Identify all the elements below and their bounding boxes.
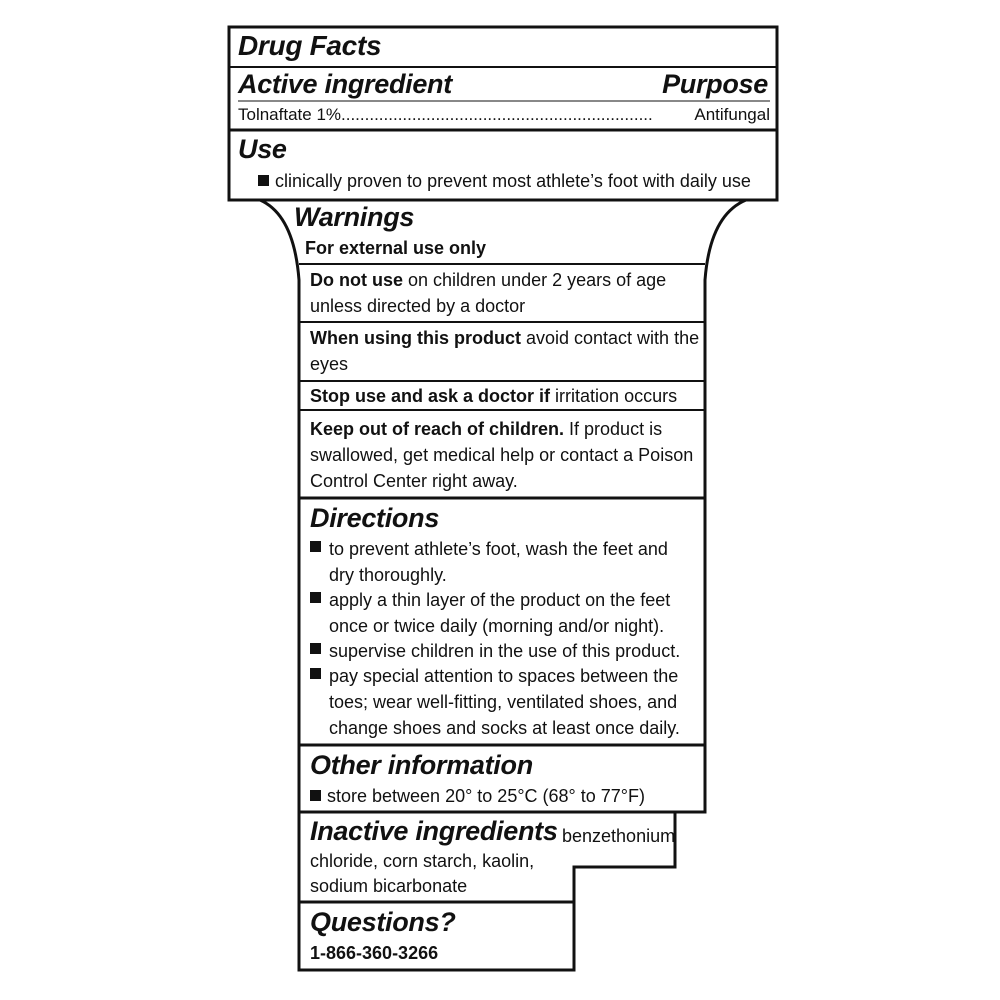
questions-heading: Questions? <box>310 907 456 937</box>
bullet-icon <box>310 541 321 552</box>
use-item-text: clinically proven to prevent most athlete’s foot with daily use <box>275 171 751 191</box>
active-purpose: Antifungal <box>692 103 770 127</box>
do-not-use-bold: Do not use <box>310 270 403 290</box>
directions-item-line: dry thoroughly. <box>329 565 447 585</box>
warnings-external: For external use only <box>305 238 487 258</box>
stop-use-bold: Stop use and ask a doctor if <box>310 386 551 406</box>
warnings-keep-out <box>310 416 693 494</box>
bullet-icon <box>258 175 269 186</box>
bullet-icon <box>310 790 321 801</box>
when-using-line2: eyes <box>310 354 349 374</box>
directions-item-line: to prevent athlete’s foot, wash the feet and <box>329 539 668 559</box>
use-item <box>258 168 751 194</box>
page-title: Drug Facts <box>238 30 382 61</box>
directions-item-line: once or twice daily (morning and/or night). <box>329 616 665 636</box>
inactive-line1: benzethonium <box>562 826 676 846</box>
bullet-icon <box>310 592 321 603</box>
questions-phone: 1-866-360-3266 <box>310 943 439 963</box>
inactive-line2: chloride, corn starch, kaolin, <box>310 851 535 871</box>
inactive-heading: Inactive ingredients <box>310 816 558 846</box>
directions-item-line: apply a thin layer of the product on the feet <box>329 590 671 610</box>
keep-out-line1: If product is <box>564 419 663 439</box>
directions-item-line: toes; wear well-fitting, ventilated shoes, and <box>329 692 678 712</box>
warnings-heading: Warnings <box>294 202 415 232</box>
keep-out-line2: swallowed, get medical help or contact a Poison <box>310 445 694 465</box>
directions-item-line: supervise children in the use of this product. <box>329 641 681 661</box>
directions-heading: Directions <box>310 503 440 533</box>
use-heading: Use <box>238 134 287 164</box>
inactive-line3: sodium bicarbonate <box>310 876 468 896</box>
active-heading: Active ingredient <box>238 69 452 99</box>
when-using-line1: avoid contact with the <box>520 328 700 348</box>
do-not-use-line1: on children under 2 years of age <box>403 270 667 290</box>
keep-out-line3: Control Center right away. <box>310 471 518 491</box>
purpose-heading: Purpose <box>662 69 768 99</box>
directions-item-line: pay special attention to spaces between the <box>329 666 679 686</box>
stop-use-rest: irritation occurs <box>550 386 678 406</box>
do-not-use-line2: unless directed by a doctor <box>310 296 526 316</box>
warnings-stop-use <box>310 383 677 409</box>
other-item-text: store between 20° to 25°C (68° to 77°F) <box>327 786 645 806</box>
active-leader-dots: .................................................................. <box>341 105 653 124</box>
warnings-do-not-use <box>310 267 666 319</box>
directions-item-line: change shoes and socks at least once daily. <box>329 718 680 738</box>
bullet-icon <box>310 643 321 654</box>
active-ingredient: Tolnaftate 1% <box>238 105 342 124</box>
when-using-bold: When using this product <box>310 328 521 348</box>
bullet-icon <box>310 668 321 679</box>
active-row <box>238 103 770 127</box>
warnings-when-using <box>310 325 699 377</box>
keep-out-bold: Keep out of reach of children. <box>310 419 565 439</box>
other-item <box>310 783 645 809</box>
other-heading: Other information <box>310 750 533 780</box>
